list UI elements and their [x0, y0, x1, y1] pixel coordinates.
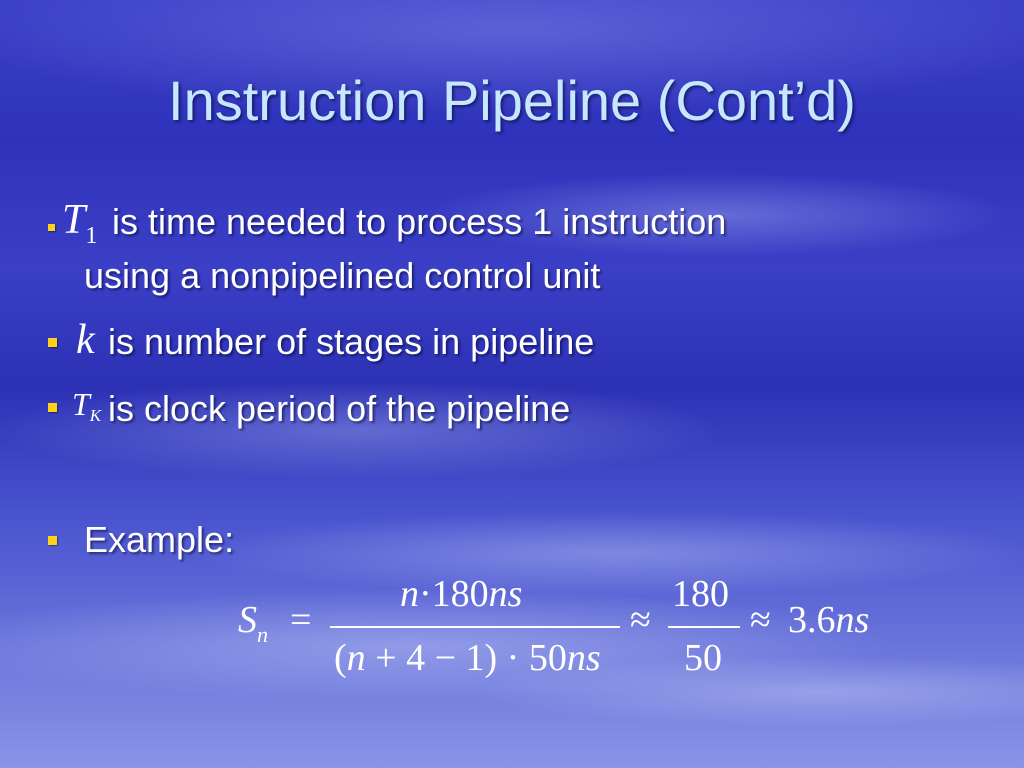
formula-lhs: $S_n$	[238, 599, 268, 647]
bullet-marker	[48, 536, 57, 545]
bullet-text: Example:	[84, 519, 235, 560]
bullet-marker	[48, 224, 55, 231]
math-var-letter: T	[62, 197, 86, 243]
bullet-text-continuation: using a nonpipelined control unit	[84, 255, 601, 296]
bullet-marker	[48, 338, 57, 347]
formula-approx-1: ≈	[630, 599, 651, 641]
slide-title: Instruction Pipeline (Cont’d)	[168, 69, 856, 132]
fraction-2-numerator: 180	[672, 573, 729, 615]
bullet-text: is clock period of the pipeline	[108, 388, 571, 429]
math-var-letter: T	[72, 386, 90, 422]
formula-approx-2: ≈	[750, 599, 771, 641]
fraction-1-numerator: n·180ns	[400, 573, 523, 615]
bullet-text: is number of stages in pipeline	[108, 321, 595, 362]
formula-result: 3.6ns	[788, 599, 870, 641]
bullet-text: is time needed to process 1 instruction	[112, 201, 727, 242]
math-variable	[62, 196, 98, 249]
fraction-2-denominator: 50	[684, 637, 722, 679]
fraction-1-bar	[330, 626, 620, 628]
math-subscript: K	[89, 406, 102, 425]
math-variable	[72, 386, 101, 423]
bullet-marker	[48, 403, 57, 412]
formula-equals: =	[290, 599, 312, 641]
fraction-1-denominator: (n + 4 − 1) · 50ns	[334, 637, 601, 679]
math-variable: k	[76, 317, 95, 363]
speedup-formula	[232, 570, 912, 690]
fraction-2-bar	[668, 626, 740, 628]
math-subscript: 1	[85, 223, 98, 249]
